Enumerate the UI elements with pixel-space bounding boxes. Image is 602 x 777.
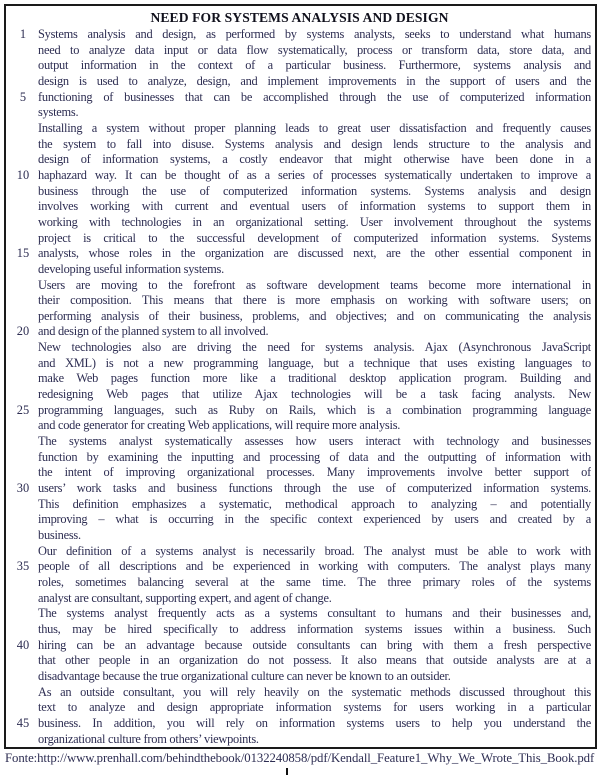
line-text: their composition. This means that there is more emphasis on working with software users; on [38,293,591,308]
line-text: working with technologies in an organizational setting. User involvement throughout the systems [38,214,591,229]
text-line [8,481,591,497]
line-text: developing useful information systems. [38,261,224,276]
line-text: analysts, whose roles in the organization are discussed next, are the other essential component in [38,246,591,261]
text-line [8,246,591,262]
line-number [8,685,38,701]
line-number [8,669,38,685]
text-line [8,215,591,231]
line-number [8,262,38,278]
line-text: and design of the planned system to all involved. [38,324,269,339]
line-number [8,184,38,200]
line-text: the intent of improving organizational processes. Many improvements involve better support of [38,465,591,480]
line-text: Systems analysis and design, as performed by systems analysts, seeks to understand what humans [38,27,591,41]
text-line [8,137,591,153]
line-number [8,231,38,247]
text-line [8,262,591,278]
line-number [8,309,38,325]
text-line [8,638,591,654]
line-text: roles, sometimes balancing several at the same time. The three primary roles of the systems [38,574,591,589]
line-number [8,215,38,231]
line-number [8,575,38,591]
line-text: thus, may be hired specifically to address information systems issues within a business. Such [38,621,591,636]
line-text: the system to fall into disuse. Systems analysis and design lends structure to the analysis and [38,136,591,151]
line-number: 25 [16,402,30,417]
line-number [8,528,38,544]
line-number [8,387,38,403]
text-line [8,497,591,513]
line-number [8,152,38,168]
line-text: programming languages, such as Ruby on Rails, which is a combination programming language [38,402,591,417]
line-text: disadvantage because the true organizational culture can never be known to an outsider. [38,668,451,683]
line-number [8,121,38,137]
line-text: make Web pages function more like a traditional desktop application program. Building and [38,371,591,386]
document-text-box [4,4,597,749]
line-number [8,371,38,387]
line-text: The systems analyst frequently acts as a systems consultant to humans and their businesses and, [38,606,591,621]
text-line [8,700,591,716]
line-text: design is used to analyze, design, and implement improvements in the support of users and the [38,73,591,88]
text-line [8,356,591,372]
text-line [8,340,591,356]
line-number: 35 [16,559,30,574]
text-line [8,434,591,450]
text-line [8,74,591,90]
line-text: systems. [38,105,79,120]
line-text: and XML) is not a new programming language, but a technique that uses existing languages to [38,355,591,370]
line-text: users’ work tasks and business functions through the use of computerized information systems. [38,481,591,496]
line-text: business. In addition, you will rely on information systems users to help you understand the [38,715,591,730]
text-line [8,622,591,638]
text-line [8,309,591,325]
text-line [8,685,591,701]
line-number: 30 [16,481,30,496]
text-line [8,732,591,748]
body-lines [8,27,591,747]
text-line [8,591,591,607]
line-number [8,465,38,481]
line-text: that other people in an organization do not possess. It also means that outside analysts are at a [38,653,591,668]
line-text: output information in the context of a particular business. Furthermore, systems analysis and [38,58,591,73]
line-text: performing analysis of their business, problems, and objectives; and on communicating the analysis [38,308,591,323]
text-line [8,528,591,544]
line-number: 45 [16,715,30,730]
text-line [8,450,591,466]
line-text: improving – what is occurring in the specific context experienced by users and created by a [38,512,591,527]
text-line [8,184,591,200]
text-line [8,324,591,340]
line-number [8,340,38,356]
text-line [8,653,591,669]
line-number: 10 [16,167,30,182]
line-number [8,43,38,59]
line-text: people of all descriptions and be experienced in working with computers. The analyst plays many [38,559,591,574]
line-text: organizational culture from others’ viewpoints. [38,731,259,746]
text-line [8,199,591,215]
text-line [8,58,591,74]
text-line [8,105,591,121]
line-number [8,418,38,434]
line-number [8,512,38,528]
line-text: Installing a system without proper planning leads to great user dissatisfaction and frequently causes [38,120,591,135]
text-line [8,43,591,59]
line-text: function by examining the inputting and processing of data and the outputting of information with [38,449,591,464]
line-number [8,434,38,450]
line-text: hiring can be an advantage because outside consultants can bring with them a fresh perspective [38,637,591,652]
line-number [8,700,38,716]
text-line [8,231,591,247]
line-text: text to analyze and design appropriate information systems for users working in a particular [38,700,591,715]
text-line [8,27,591,43]
line-text: New technologies also are driving the need for systems analysis. Ajax (Asynchronous JavaScript [38,340,591,355]
line-number [8,653,38,669]
text-line [8,418,591,434]
text-line [8,544,591,560]
text-line [8,121,591,137]
line-text: design of information systems, a costly endeavor that might otherwise have been done in a [38,152,591,167]
line-number [8,199,38,215]
line-text: and code generator for creating Web applications, will require more analysis. [38,418,401,433]
text-line [8,293,591,309]
line-number [8,293,38,309]
line-text: As an outside consultant, you will rely heavily on the systematic methods discussed throughout this [38,684,591,699]
text-line [8,152,591,168]
line-text: project is critical to the successful development of computerized information systems. Systems [38,230,591,245]
line-text: involves working with current and eventual users of information systems to support them in [38,199,591,214]
line-number: 40 [16,637,30,652]
line-number [8,74,38,90]
line-number [8,137,38,153]
line-text: haphazard way. It can be thought of as a series of processes systematically undertaken to improve a [38,167,591,182]
line-number [8,278,38,294]
line-text: need to analyze data input or data flow systematically, process or transform data, store data, and [38,42,591,57]
line-number [8,450,38,466]
line-text: This definition emphasizes a systematic, methodical approach to analyzing – and potentially [38,496,591,511]
line-number: 15 [16,246,30,261]
text-line [8,716,591,732]
line-number: 5 [19,89,27,104]
line-number [8,606,38,622]
text-line [8,90,591,106]
line-number [8,732,38,748]
line-text: redesigning Web pages that utilize Ajax technologies will be a task facing analysts. New [38,387,591,402]
line-text: The systems analyst systematically assesses how users interact with technology and businesses [38,434,591,449]
line-text: business. [38,528,81,542]
line-number [8,544,38,560]
source-citation: Fonte:http://www.prenhall.com/behindthebook/0132240858/pdf/Kendall_Feature1_Why_We_Wrote_This_Book.pdf [5,751,595,765]
text-line [8,559,591,575]
line-number [8,591,38,607]
line-number [8,356,38,372]
line-text: Users are moving to the forefront as software development teams become more international in [38,277,591,292]
line-number [8,622,38,638]
text-line [8,403,591,419]
line-number [8,58,38,74]
line-text: business through the use of computerized information systems. Systems analysis and design [38,183,591,198]
text-line [8,387,591,403]
line-text: Our definition of a systems analyst is necessarily broad. The analyst must be able to work with [38,543,591,558]
text-line [8,278,591,294]
line-text: functioning of businesses that can be accomplished through the use of computerized information [38,89,591,104]
text-line [8,465,591,481]
line-number: 1 [19,27,27,41]
text-line [8,606,591,622]
text-line [8,371,591,387]
text-line [8,512,591,528]
line-text: analyst are consultant, supporting expert, and agent of change. [38,590,332,605]
text-line [8,168,591,184]
text-line [8,669,591,685]
text-line [8,575,591,591]
line-number: 20 [16,324,30,339]
line-number [8,105,38,121]
caret-artifact [286,768,288,775]
page-title: NEED FOR SYSTEMS ANALYSIS AND DESIGN [150,10,449,25]
line-number [8,497,38,513]
